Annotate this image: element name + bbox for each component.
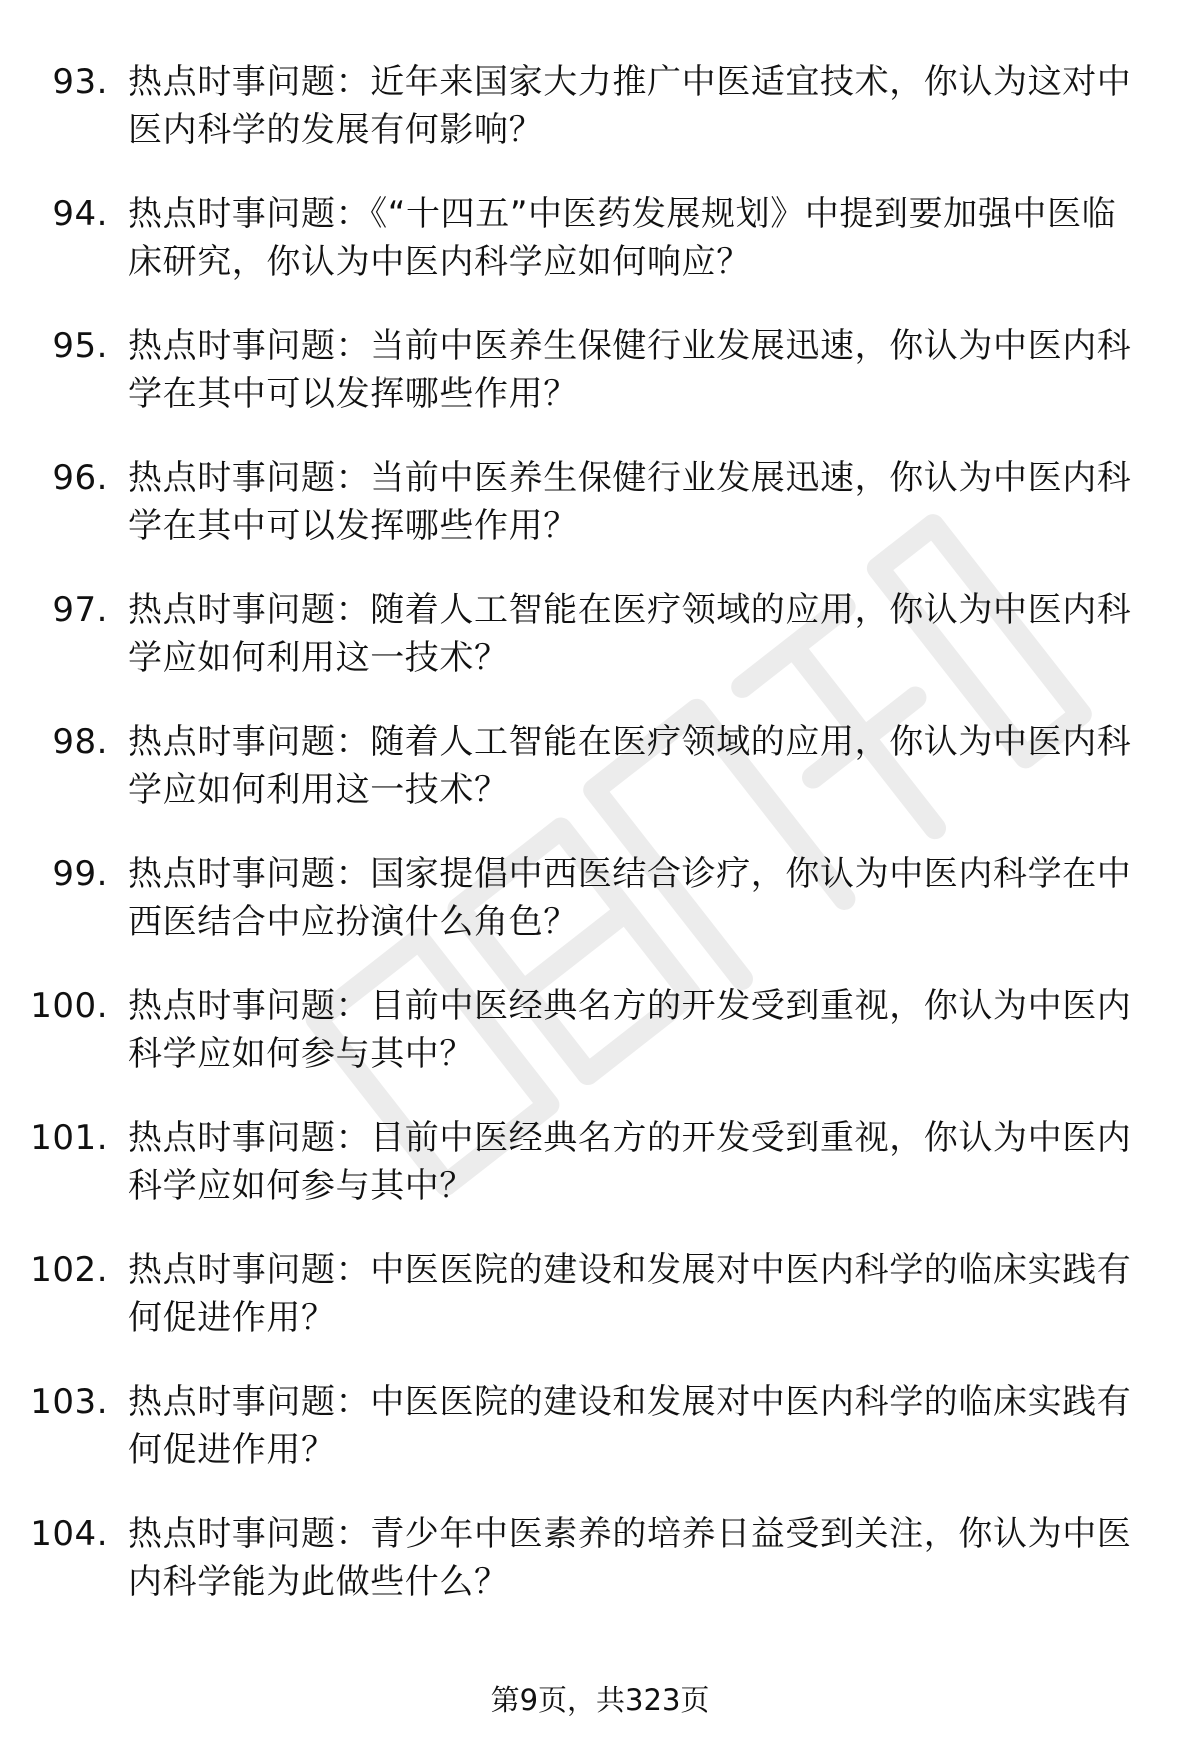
question-number: 103.: [30, 1382, 108, 1422]
question-item-95: [0, 322, 1200, 454]
question-number: 100.: [30, 986, 108, 1026]
question-text: 热点时事问题：青少年中医素养的培养日益受到关注，你认为中医内科学能为此做些什么？: [128, 1514, 1132, 1602]
question-text: 热点时事问题：目前中医经典名方的开发受到重视，你认为中医内科学应如何参与其中？: [128, 986, 1132, 1074]
question-number: 101.: [30, 1118, 108, 1158]
question-text: 热点时事问题：近年来国家大力推广中医适宜技术，你认为这对中医内科学的发展有何影响？: [128, 62, 1132, 150]
question-text: 热点时事问题：随着人工智能在医疗领域的应用，你认为中医内科学应如何利用这一技术？: [128, 722, 1132, 810]
question-number: 94.: [52, 194, 108, 234]
question-item-104: [0, 1510, 1200, 1642]
question-item-100: [0, 982, 1200, 1114]
question-item-94: [0, 190, 1200, 322]
question-number: 93.: [52, 62, 108, 102]
question-text: 热点时事问题：当前中医养生保健行业发展迅速，你认为中医内科学在其中可以发挥哪些作用？: [128, 458, 1132, 546]
question-text: 热点时事问题：中医医院的建设和发展对中医内科学的临床实践有何促进作用？: [128, 1382, 1132, 1470]
question-number: 99.: [52, 854, 108, 894]
page-footer: [0, 1680, 1200, 1720]
question-number: 102.: [30, 1250, 108, 1290]
question-text: 热点时事问题：当前中医养生保健行业发展迅速，你认为中医内科学在其中可以发挥哪些作用？: [128, 326, 1132, 414]
question-item-99: [0, 850, 1200, 982]
question-item-103: [0, 1378, 1200, 1510]
question-item-98: [0, 718, 1200, 850]
page-number-label: 第9页，共323页: [490, 1683, 710, 1717]
question-item-102: [0, 1246, 1200, 1378]
question-item-96: [0, 454, 1200, 586]
question-item-101: [0, 1114, 1200, 1246]
question-text: 热点时事问题：《“十四五”中医药发展规划》中提到要加强中医临床研究，你认为中医内科学应如何响应？: [128, 194, 1117, 282]
question-text: 热点时事问题：国家提倡中西医结合诊疗，你认为中医内科学在中西医结合中应扮演什么角色？: [128, 854, 1132, 942]
question-text: 热点时事问题：随着人工智能在医疗领域的应用，你认为中医内科学应如何利用这一技术？: [128, 590, 1132, 678]
question-number: 96.: [52, 458, 108, 498]
question-text: 热点时事问题：中医医院的建设和发展对中医内科学的临床实践有何促进作用？: [128, 1250, 1132, 1338]
question-number: 95.: [52, 326, 108, 366]
question-number: 98.: [52, 722, 108, 762]
question-item-97: [0, 586, 1200, 718]
question-item-93: [0, 58, 1200, 190]
question-number: 97.: [52, 590, 108, 630]
question-number: 104.: [30, 1514, 108, 1554]
question-text: 热点时事问题：目前中医经典名方的开发受到重视，你认为中医内科学应如何参与其中？: [128, 1118, 1132, 1206]
question-list: [0, 58, 1200, 1642]
